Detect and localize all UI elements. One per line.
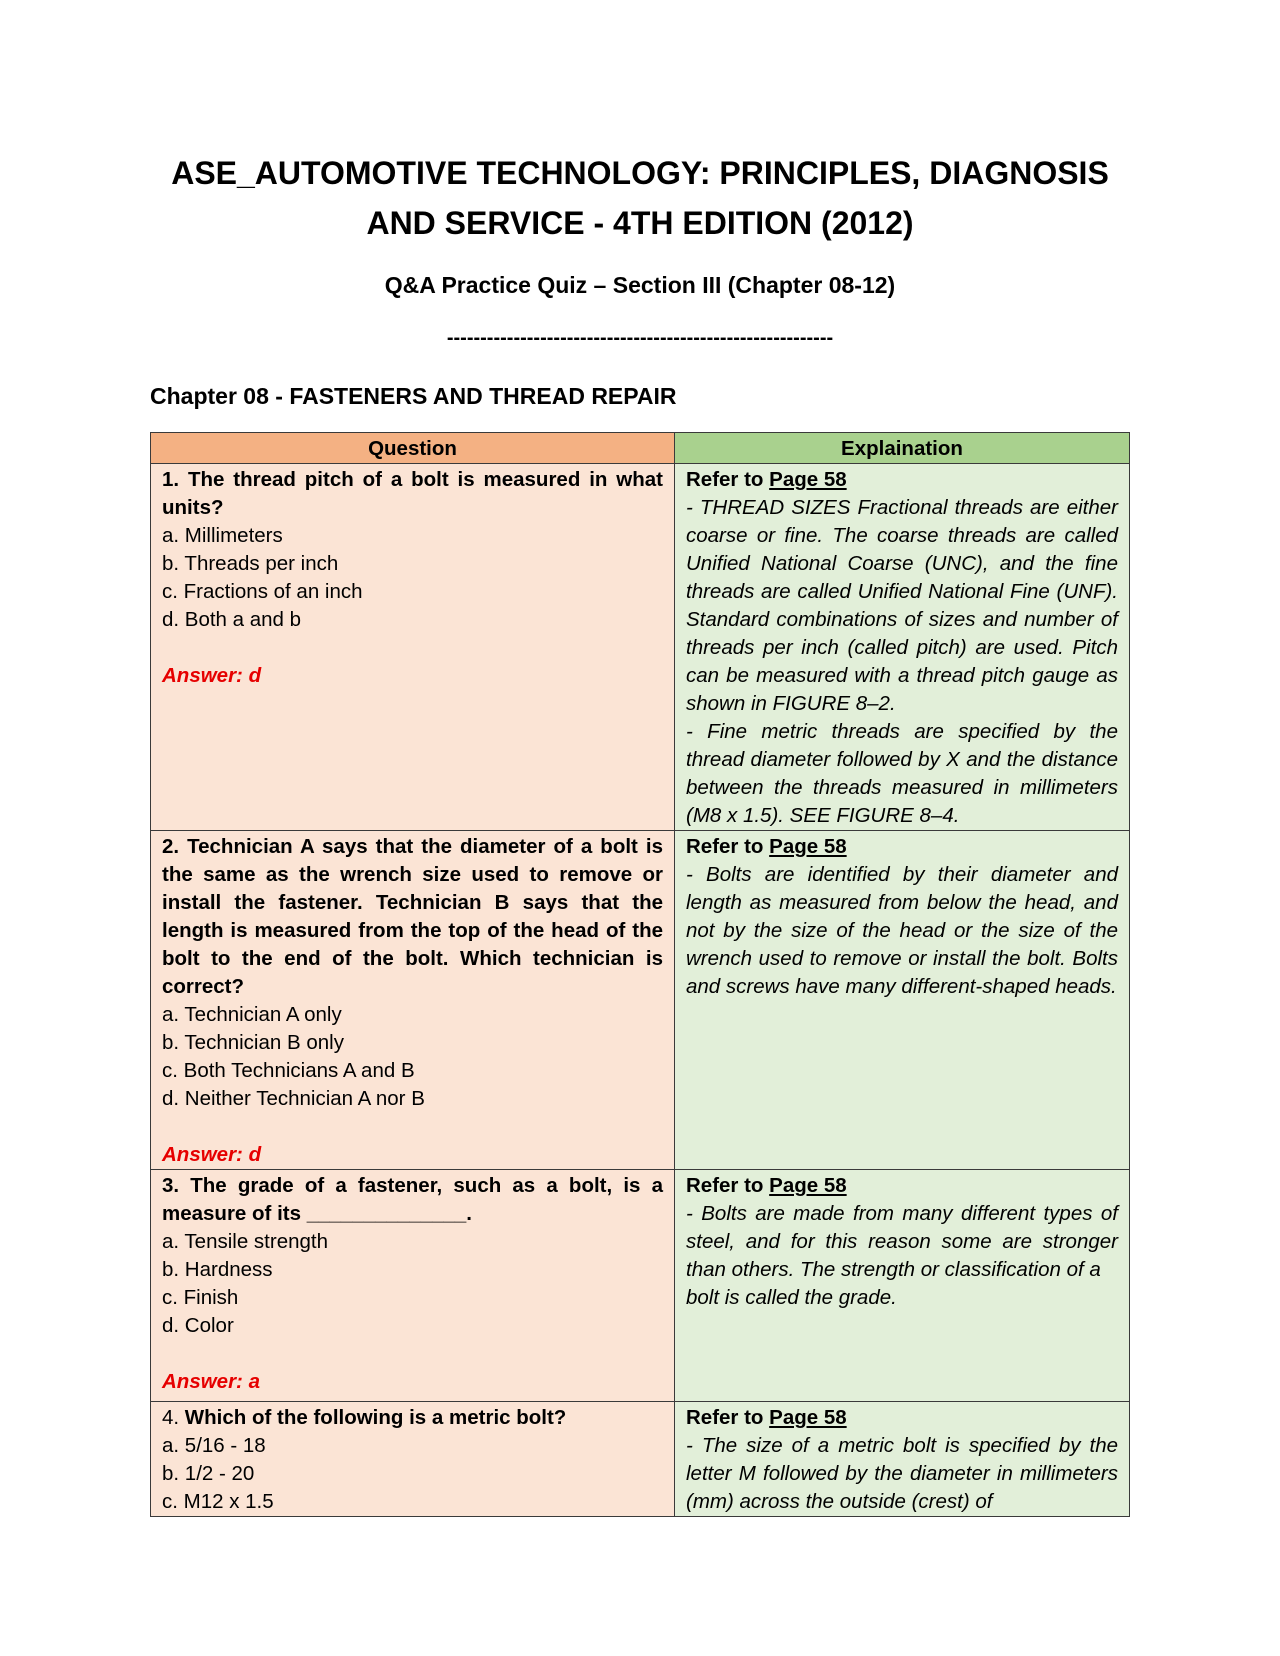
- page-reference: Refer to Page 58: [686, 1406, 847, 1429]
- question-cell: [151, 831, 675, 1170]
- answer-option: c. Finish: [162, 1286, 239, 1309]
- qa-table: [150, 432, 1130, 1517]
- answer-option: c. M12 x 1.5: [162, 1490, 274, 1513]
- correct-answer: Answer: a: [162, 1370, 260, 1393]
- answer-option: d. Color: [162, 1314, 234, 1337]
- page-reference: Refer to Page 58: [686, 835, 847, 858]
- table-row: [151, 831, 1130, 1170]
- correct-answer: Answer: d: [162, 664, 262, 687]
- explanation-cell: [675, 1170, 1130, 1402]
- question-number: 4.: [162, 1406, 185, 1429]
- explanation-cell: [675, 464, 1130, 831]
- explanation-text: - Bolts are made from many different types of steel, and for this reason some are stronger than others. The strength or classification of a: [686, 1202, 1118, 1281]
- title-line-2: AND SERVICE - 4TH EDITION (2012): [366, 205, 914, 241]
- answer-option: d. Both a and b: [162, 608, 302, 631]
- explanation-text: - Fine metric threads are specified by the thread diameter followed by X and the distance between the threads measured in millimeters (M8 x 1.5). SEE FIGURE 8–4.: [686, 720, 1118, 827]
- answer-option: a. Millimeters: [162, 524, 283, 547]
- separator-line: ----------------------------------------------------------: [446, 327, 834, 349]
- answer-option: b. Threads per inch: [162, 552, 339, 575]
- table-row: [151, 1402, 1130, 1517]
- page-link[interactable]: Page 58: [769, 835, 847, 858]
- question-text: 4. Which of the following is a metric bolt?: [162, 1406, 567, 1429]
- answer-option: a. Technician A only: [162, 1003, 342, 1026]
- question-text: 2. Technician A says that the diameter of a bolt is the same as the wrench size used to remove or install the fastener. Technician B says that the length is measured from the top of the head of the bolt to the end of the bolt. Which technician is correct?: [162, 835, 663, 998]
- answer-option: a. 5/16 - 18: [162, 1434, 266, 1457]
- title-line-1: ASE_AUTOMOTIVE TECHNOLOGY: PRINCIPLES, DIAGNOSIS: [171, 155, 1109, 191]
- document-subtitle: Q&A Practice Quiz – Section III (Chapter 08-12): [384, 272, 896, 298]
- answer-option: b. 1/2 - 20: [162, 1462, 255, 1485]
- page-link[interactable]: Page 58: [769, 1406, 847, 1429]
- table-row: [151, 1170, 1130, 1402]
- page-reference: Refer to Page 58: [686, 1174, 847, 1197]
- question-column-header: Question: [151, 433, 675, 464]
- answer-option: d. Neither Technician A nor B: [162, 1087, 425, 1110]
- explanation-column-header: Explaination: [675, 433, 1130, 464]
- answer-option: c. Fractions of an inch: [162, 580, 363, 603]
- explanation-text: - The size of a metric bolt is specified by the letter M followed by the diameter in millimeters (mm) across the outside (crest) of: [686, 1434, 1118, 1513]
- page-link[interactable]: Page 58: [769, 468, 847, 491]
- page-link[interactable]: Page 58: [769, 1174, 847, 1197]
- explanation-text: - THREAD SIZES Fractional threads are either coarse or fine. The coarse threads are called Unified National Coarse (UNC), and the fine threads are called Unified National Fine (UNF). Standard combinations of sizes and number of threads per inch (called pitch) are used. Pitch can be measured with a thread pitch gauge as shown in FIGURE 8–2.: [686, 496, 1118, 715]
- question-cell: [151, 464, 675, 831]
- explanation-text: bolt is called the grade.: [686, 1286, 897, 1309]
- answer-option: c. Both Technicians A and B: [162, 1059, 415, 1082]
- correct-answer: Answer: d: [162, 1143, 262, 1166]
- answer-option: a. Tensile strength: [162, 1230, 329, 1253]
- explanation-cell: [675, 1402, 1130, 1517]
- question-cell: [151, 1402, 675, 1517]
- table-row: [151, 464, 1130, 831]
- question-cell: [151, 1170, 675, 1402]
- page-reference: Refer to Page 58: [686, 468, 847, 491]
- chapter-heading: Chapter 08 - FASTENERS AND THREAD REPAIR: [150, 383, 677, 409]
- explanation-cell: [675, 831, 1130, 1170]
- document-title: [150, 148, 1130, 248]
- question-text: 1. The thread pitch of a bolt is measured in what units?: [162, 468, 663, 519]
- answer-option: b. Hardness: [162, 1258, 273, 1281]
- question-text: 3. The grade of a fastener, such as a bolt, is a measure of its ______________.: [162, 1174, 663, 1225]
- table-header-row: [151, 433, 1130, 464]
- explanation-text: - Bolts are identified by their diameter and length as measured from below the head, and not by the size of the head or the size of the wrench used to remove or install the bolt. Bolts and screws have many different-shaped heads.: [686, 863, 1118, 998]
- answer-option: b. Technician B only: [162, 1031, 344, 1054]
